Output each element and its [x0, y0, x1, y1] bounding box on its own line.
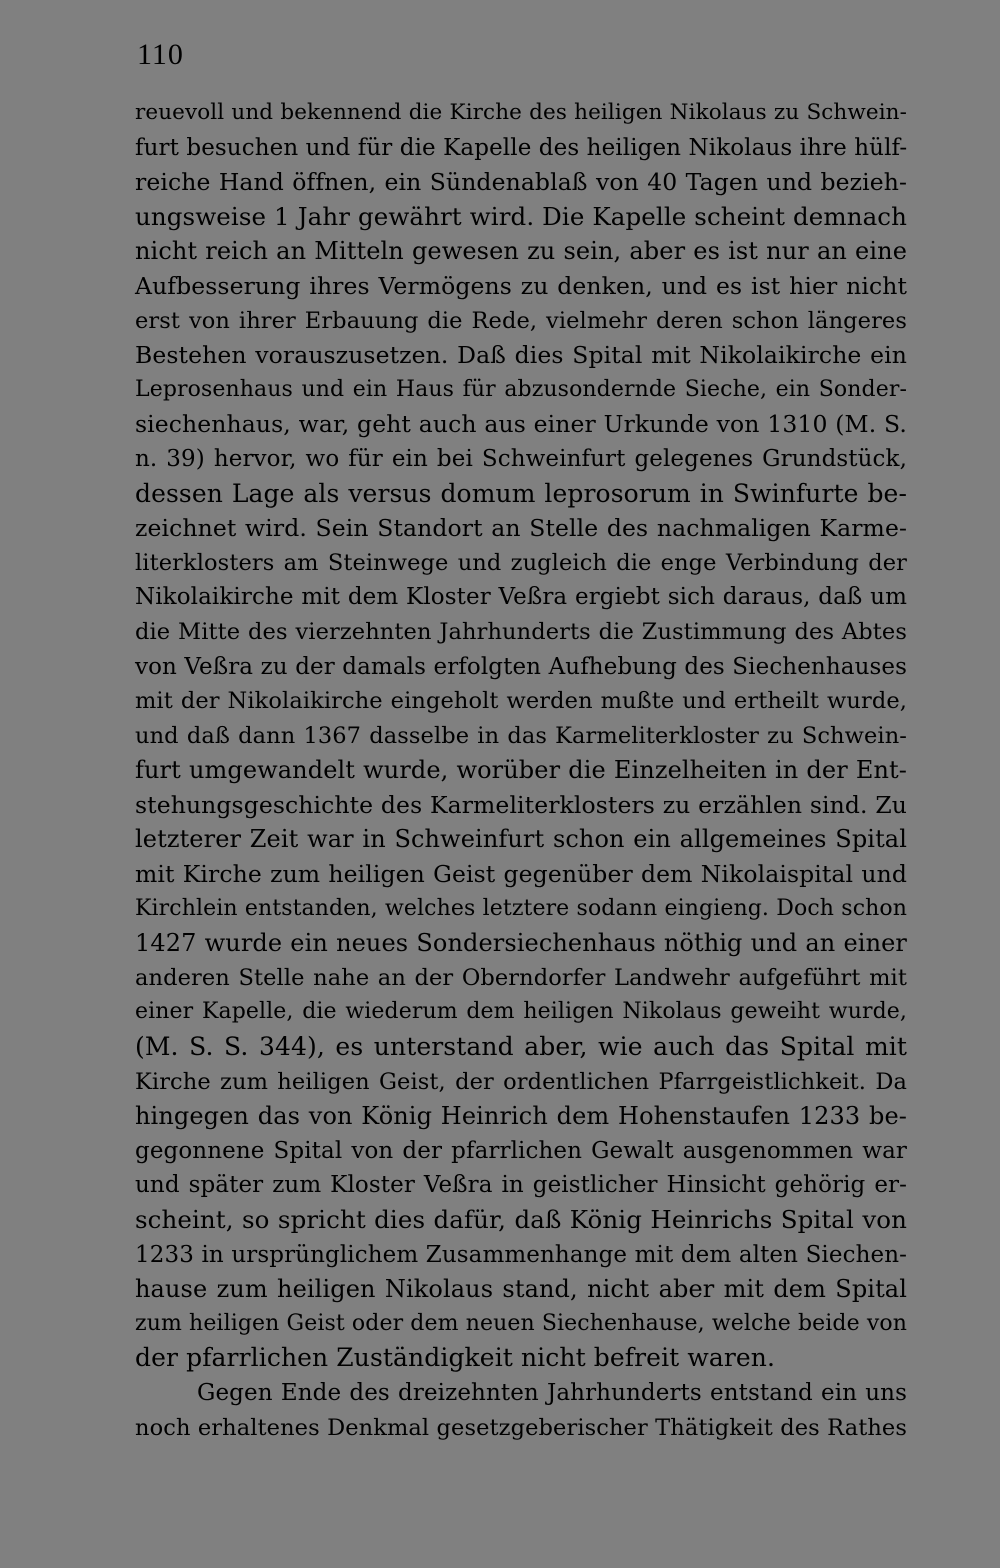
- text-line: der pfarrlichen Zuständigkeit nicht befreit waren.: [135, 1343, 776, 1373]
- text-line: die Mitte des vierzehnten Jahrhunderts die Zustimmung des Abtes: [135, 618, 907, 645]
- text-line: anderen Stelle nahe an der Oberndorfer Landwehr aufgeführt mit: [135, 964, 907, 991]
- text-line: hause zum heiligen Nikolaus stand, nicht aber mit dem Spital: [135, 1275, 907, 1304]
- text-line: Bestehen vorauszusetzen. Daß dies Spital mit Nikolaikirche ein: [135, 341, 907, 370]
- text-line: 1427 wurde ein neues Sondersiechenhaus nöthig und an einer: [135, 929, 907, 958]
- text-line: von Veßra zu der damals erfolgten Aufhebung des Siechenhauses: [135, 653, 907, 680]
- text-line: einer Kapelle, die wiederum dem heiligen Nikolaus geweiht wurde,: [135, 999, 907, 1025]
- text-line: gegonnene Spital von der pfarrlichen Gewalt ausgenommen war: [135, 1137, 907, 1164]
- text-line: reuevoll und bekennend die Kirche des heiligen Nikolaus zu Schwein-: [135, 100, 907, 125]
- text-line: dessen Lage als versus domum leprosorum in Swinfurte be-: [135, 478, 907, 508]
- text-line: und später zum Kloster Veßra in geistlicher Hinsicht gehörig er-: [135, 1172, 907, 1199]
- text-line: scheint, so spricht dies dafür, daß König Heinrichs Spital von: [135, 1205, 907, 1234]
- text-line: furt besuchen und für die Kapelle des heiligen Nikolaus ihre hülf-: [135, 134, 908, 161]
- page-number: 110: [137, 38, 184, 71]
- text-line: stehungsgeschichte des Karmeliterklosters zu erzählen sind. Zu: [135, 790, 907, 819]
- text-line: Aufbesserung ihres Vermögens zu denken, und es ist hier nicht: [135, 271, 907, 300]
- text-line: zeichnet wird. Sein Standort an Stelle des nachmaligen Karme-: [135, 514, 907, 543]
- text-line: erst von ihrer Erbauung die Rede, vielmehr deren schon längeres: [135, 307, 907, 334]
- text-line: Kirchlein entstanden, welches letztere sodann eingieng. Doch schon: [135, 895, 907, 921]
- text-line: hingegen das von König Heinrich dem Hohenstaufen 1233 be-: [135, 1102, 907, 1131]
- text-line: Gegen Ende des dreizehnten Jahrhunderts entstand ein uns: [197, 1379, 907, 1406]
- text-line: ungsweise 1 Jahr gewährt wird. Die Kapelle scheint demnach: [135, 201, 907, 231]
- text-line: (M. S. S. 344), es unterstand aber, wie auch das Spital mit: [135, 1032, 907, 1062]
- text-line: mit der Nikolaikirche eingeholt werden mußte und ertheilt wurde,: [135, 688, 907, 715]
- text-line: n. 39) hervor, wo für ein bei Schweinfurt gelegenes Grundstück,: [135, 445, 907, 472]
- text-line: Leprosenhaus und ein Haus für abzusondernde Sieche, ein Sonder-: [135, 376, 907, 402]
- text-line: siechenhaus, war, geht auch aus einer Urkunde von 1310 (M. S.: [135, 410, 907, 439]
- text-line: 1233 in ursprünglichem Zusammenhange mit dem alten Siechen-: [135, 1241, 907, 1268]
- text-line: mit Kirche zum heiligen Geist gegenüber dem Nikolaispital und: [135, 860, 907, 889]
- text-line: und daß dann 1367 dasselbe in das Karmeliterkloster zu Schwein-: [135, 722, 907, 749]
- text-line: noch erhaltenes Denkmal gesetzgeberischer Thätigkeit des Rathes: [135, 1414, 907, 1441]
- text-line: Kirche zum heiligen Geist, der ordentlichen Pfarrgeistlichkeit. Da: [135, 1068, 907, 1095]
- text-line: furt umgewandelt wurde, worüber die Einzelheiten in der Ent-: [135, 756, 907, 785]
- text-line: reiche Hand öffnen, ein Sündenablaß von 40 Tagen und bezieh-: [135, 168, 907, 197]
- text-line: zum heiligen Geist oder dem neuen Siechenhause, welche beide von: [135, 1310, 907, 1336]
- text-line: literklosters am Steinwege und zugleich die enge Verbindung der: [135, 549, 907, 576]
- body-text: [135, 96, 907, 1445]
- text-line: letzterer Zeit war in Schweinfurt schon ein allgemeines Spital: [135, 825, 907, 854]
- text-line: Nikolaikirche mit dem Kloster Veßra ergiebt sich daraus, daß um: [135, 584, 907, 611]
- text-line: nicht reich an Mitteln gewesen zu sein, aber es ist nur an eine: [135, 237, 907, 266]
